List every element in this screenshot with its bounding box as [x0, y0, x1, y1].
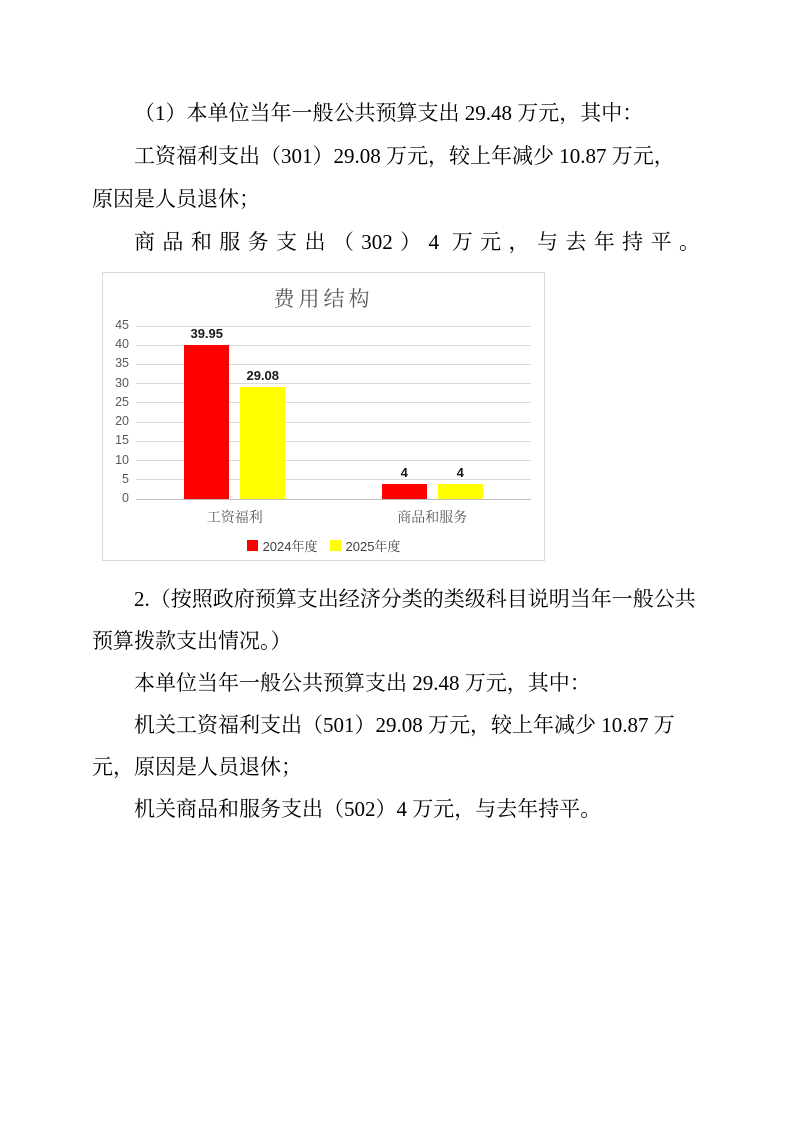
category-axis: [136, 507, 531, 527]
y-axis-tick-label: 20: [115, 414, 129, 429]
paragraph-line: 元，原因是人员退休；: [92, 755, 302, 779]
y-axis-tick-label: 15: [115, 433, 129, 448]
paragraph-line: 2.（按照政府预算支出经济分类的类级科目说明当年一般公共: [134, 587, 696, 611]
y-axis-tick-label: 10: [115, 452, 129, 467]
y-axis-tick-label: 30: [115, 375, 129, 390]
paragraph-line: 原因是人员退休；: [92, 187, 260, 211]
legend-swatch-2025: [330, 540, 341, 551]
y-axis-tick-label: 25: [115, 394, 129, 409]
data-label: 39.95: [190, 326, 224, 342]
legend-swatch-2024: [247, 540, 258, 551]
paragraph-line: 本单位当年一般公共预算支出 29.48 万元，其中：: [134, 671, 591, 695]
category-label: 商品和服务: [397, 511, 468, 526]
detail-paragraphs: [92, 578, 700, 830]
data-label: 29.08: [246, 368, 280, 384]
bar-2024: [382, 484, 427, 499]
bar-2025: [240, 387, 285, 499]
intro-paragraphs: [92, 92, 700, 264]
paragraph-line: 机关商品和服务支出（502）4 万元，与去年持平。: [134, 797, 602, 821]
y-axis-tick-label: 0: [122, 491, 129, 505]
paragraph-line: 工资福利支出（301）29.08 万元，较上年减少 10.87 万元，: [134, 144, 675, 168]
paragraph-line: 预算拨款支出情况。）: [92, 629, 292, 653]
bar-2024: [184, 345, 229, 499]
y-axis-tick-label: 35: [115, 356, 129, 371]
paragraph-line: 机关工资福利支出（501）29.08 万元，较上年减少 10.87 万: [134, 713, 675, 737]
chart-legend: [103, 536, 544, 555]
paragraph-line: 商品和服务支出（302）4 万元，与去年持平。: [134, 230, 700, 254]
legend-item: [247, 536, 318, 555]
data-label: 4: [456, 464, 464, 480]
y-axis-tick-label: 5: [122, 471, 129, 486]
legend-item: [330, 536, 401, 555]
bar-2025: [438, 484, 483, 499]
expense-structure-chart: [102, 272, 545, 561]
category-label: 工资福利: [206, 511, 263, 526]
chart-title: 费用结构: [273, 288, 374, 311]
data-label: 4: [400, 464, 408, 480]
y-axis-tick-label: 40: [115, 337, 129, 352]
legend-label: 2025年度: [345, 539, 401, 554]
y-axis-tick-label: 45: [115, 318, 129, 332]
paragraph-line: （1）本单位当年一般公共预算支出 29.48 万元，其中：: [134, 101, 644, 125]
legend-label: 2024年度: [262, 539, 318, 554]
chart-plot-area: [115, 318, 531, 505]
